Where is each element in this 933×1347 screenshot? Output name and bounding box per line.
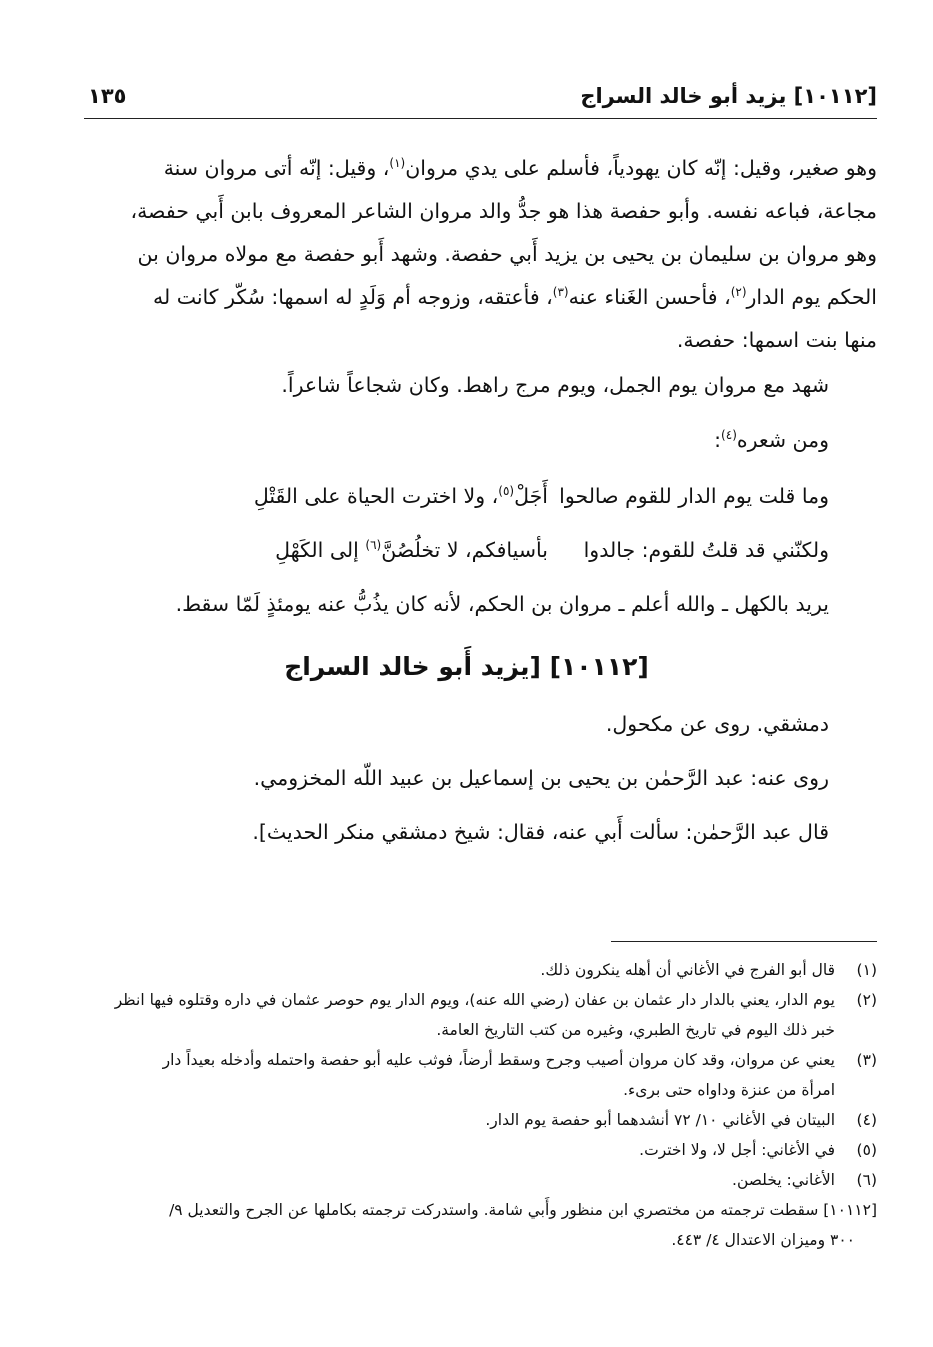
jamal-line: شهد مع مروان يوم الجمل، ويوم مرج راهط. وكان شجاعاً شاعراً. (281, 373, 829, 397)
footnote-1-text: قال أبو الفرج في الأغاني أن أهله ينكرون ذلك. (540, 961, 835, 979)
footnote-6 (84, 1166, 877, 1196)
footnote-5-number: (٥) (856, 1141, 877, 1159)
footnote-2-continuation: خبر ذلك اليوم في تاريخ الطبري، وغيره من كتب التاريخ العامة. (436, 1021, 835, 1039)
poetry-intro-colon: : (714, 428, 722, 452)
intro-line-3: وهو مروان بن سليمان بن يحيى بن يزيد أَبي حفصة. وشهد أَبو حفصة مع مولاه مروان بن (137, 242, 877, 266)
entry-heading: [١٠١١٢] [يزيد أَبو خالد السراج (284, 652, 649, 681)
footnote-2-text-1: يوم الدار، يعني بالدار دار عثمان بن عفان (رضي الله عنه)، ويوم الدار يوم حوصر عثمان في داره وقتلوه فيها انظر (114, 991, 835, 1009)
running-header-title: [١٠١١٢] يزيد أبو خالد السراج (580, 84, 877, 108)
footnote-ref-5: (٥) (498, 484, 515, 499)
verse-1-second-post: ، ولا اخترت الحياة على القَتْلِ (253, 484, 499, 508)
intro-line-4-rest: ، فأعتقه، وزوجه أم وَلَدٍ له اسمها: سُكّر كانت له (152, 285, 553, 309)
entry-line-2: روى عنه: عبد الرَّحمٰن بن يحيى بن إسماعيل بن عبيد اللّه المخزومي. (253, 766, 829, 790)
source-note-line-1: [١٠١١٢] سقطت ترجمته من مختصري ابن منظور وأَبي شامة. واستدركت ترجمته بكاملها عن الجرح والتعديل ٩/ (169, 1201, 877, 1219)
footnote-3 (84, 1046, 877, 1076)
footnote-ref-2: (٢) (730, 285, 747, 300)
page-number: ١٣٥ (88, 84, 127, 108)
footnote-5 (84, 1136, 877, 1166)
footnotes (84, 956, 877, 1256)
footnote-4 (84, 1106, 877, 1136)
footnote-3-continuation: امرأة من عنزة وداواه حتى برىء. (623, 1081, 835, 1099)
intro-line-1-rest: ، وقيل: إنّه أتى مروان سنة (163, 156, 390, 180)
intro-line-4 (84, 276, 877, 319)
poetry-intro (714, 428, 829, 452)
footnote-2 (84, 986, 877, 1016)
intro-line-1-text: وهو صغير، وقيل: إنّه كان يهودياً، فأسلم على يدي مروان (405, 156, 877, 180)
verse-2-first-hemistich: ولكنّني قد قلتُ للقوم: جالدوا (583, 538, 829, 562)
verse-2-second-pre: بأسيافكم، لا تخلُصُنَّ (381, 538, 548, 562)
verse-1-first-hemistich: وما قلت يوم الدار للقوم صالحوا (559, 484, 829, 508)
footnote-1 (84, 956, 877, 986)
footnote-3-number: (٣) (856, 1051, 877, 1069)
footnote-6-text: الأغاني: يخلصن. (732, 1171, 835, 1189)
entry-line-1: دمشقي. روى عن مكحول. (605, 712, 829, 736)
footnote-3-text-1: يعني عن مروان، وقد كان مروان أصيب وجرح وسقط أرضاً، فوثب عليه أبو حفصة واحتمله وأدخله بعيداً دار (162, 1051, 835, 1069)
intro-line-5: منها بنت اسمها: حفصة. (676, 328, 877, 352)
kahl-line: يريد بالكهل ـ والله أعلم ـ مروان بن الحكم، لأنه كان يذُبُّ عنه يومئذٍ لَمّا سقط. (175, 592, 829, 616)
footnote-6-number: (٦) (856, 1171, 877, 1189)
footnote-4-number: (٤) (856, 1111, 877, 1129)
footnote-5-text: في الأغاني: أجل لا، ولا اخترت. (639, 1141, 835, 1159)
footnote-1-number: (١) (856, 961, 877, 979)
entry-line-3: قال عبد الرَّحمٰن: سألت أَبي عنه، فقال: شيخ دمشقي منكر الحديث]. (252, 820, 829, 844)
intro-line-2: مجاعة، فباعه نفسه. وأبو حفصة هذا هو جدُّ والد مروان الشاعر المعروف بابن أَبي حفصة، (130, 199, 877, 223)
footnote-2-number: (٢) (856, 991, 877, 1009)
source-note-line-2: ٣٠٠ وميزان الاعتدال ٤/ ٤٤٣. (671, 1231, 855, 1249)
footnote-ref-4: (٤) (721, 428, 737, 443)
verse-2-second-hemistich (275, 538, 548, 562)
poetry-intro-text: ومن شعره (736, 428, 829, 452)
intro-paragraph (84, 147, 877, 362)
verse-2-second-post: إلى الكَهْلِ (275, 538, 366, 562)
footnote-4-text: البيتان في الأغاني ١٠/ ٧٢ أنشدهما أبو حفصة يوم الدار. (485, 1111, 835, 1129)
verse-1-second-hemistich (254, 484, 548, 508)
footnote-ref-6: (٦) (365, 538, 382, 553)
footnote-separator (611, 941, 877, 942)
intro-line-1 (84, 147, 877, 190)
footnote-ref-1: (١) (389, 156, 406, 171)
running-header (84, 82, 877, 119)
intro-line-4-mid: ، فأحسن الغَناء عنه (568, 285, 731, 309)
footnote-ref-3: (٣) (552, 285, 569, 300)
verse-1-second-pre: أَجَلْ (514, 484, 548, 508)
intro-line-4-text: الحكم يوم الدار (746, 285, 877, 309)
